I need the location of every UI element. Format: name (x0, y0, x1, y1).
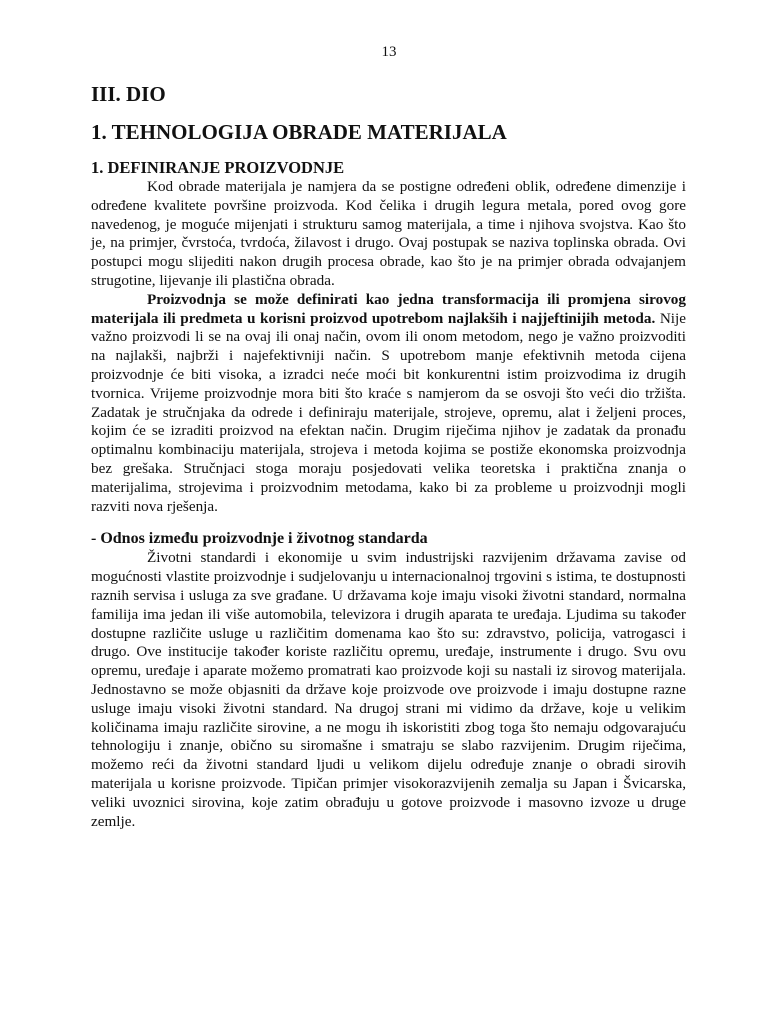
section-title: 1. DEFINIRANJE PROIZVODNJE (91, 158, 345, 177)
paragraph-2-body: Nije važno proizvodi li se na ovaj ili onaj način, ovom ili onom metodom, nego je važno proizvoditi na najlakši, najbrži i najefektivniji način. S upotrebom manje efektivnih metoda cijena proizvodnje će biti visoka, a izradci neće moći bit konkurentni istim proizvodima iz drugih tvornica. Vrijeme proizvodnje mora biti što kraće s namjerom da se osvoji što veći dio tržišta. Zadatak je stručnjaka da odrede i definiraju materijale, strojeve, opremu, alat i željeni proces, kojim će se izraditi proizvod na efektan način. Drugim riječima njihov je zadatak da pronađu optimalnu kombinaciju materijala, strojeva i metoda kojima se postiže ekonomska proizvodnja bez grešaka. Stručnjaci stoga moraju posjedovati velika teoretska i praktična znanja o materijalima, strojevima i proizvodnim metodama, kako bi za probleme u proizvodnji mogli razviti nova rješenja. (91, 309, 686, 515)
paragraph-1: Kod obrade materijala je namjera da se postigne određeni oblik, određene dimenzije i određene kvalitete površine proizvoda. Kod čelika i drugih legura metala, pored ovog gore navedenog, je moguće mijenjati i strukturu samog materijala, a time i njihova svojstva. Kao što je, na primjer, čvrstoća, tvrdoća, žilavost i drugo. Ovaj postupak se naziva toplinska obrada. Ovi postupci mogu slijediti nakon drugih procesa obrade, kao što je na primjer obrada odvajanjem strugotine, lijevanje ili plastična obrada. (91, 178, 686, 289)
page-number: 13 (381, 44, 397, 60)
paragraph-2 (91, 291, 686, 517)
chapter-title: 1. TEHNOLOGIJA OBRADE MATERIJALA (91, 120, 507, 144)
subsection-title: - Odnos između proizvodnje i životnog standarda (91, 530, 428, 548)
page-content (91, 80, 686, 831)
paragraph-2-definition: Proizvodnja se može definirati kao jedna transformacija ili promjena sirovog materijala ili predmeta u korisni proizvod upotrebom najlakših i najjeftinijih metoda. (91, 290, 686, 327)
part-title: III. DIO (91, 82, 166, 106)
paragraph-3: Životni standardi i ekonomije u svim industrijski razvijenim državama zavise od mogućnosti vlastite proizvodnje i sudjelovanju u internacionalnoj trgovini s istima, te dostupnosti raznih servisa i usluga za sve građane. U državama koje imaju visoki životni standard, normalna familija ima jedan ili više automobila, televizora i drugih aparata te uređaja. Ljudima su također dostupne različite usluge u različitim domenama kao što su: zdravstvo, policija, vatrogasci i drugo. Ove institucije također koriste različitu opremu, uređaje, instrumente i drugo. Svu ovu opremu, uređaje i aparate možemo promatrati kao proizvode koji su nastali iz sirovog materijala. Jednostavno se može objasniti da države koje proizvode ove proizvode i imaju dostupne razne usluge imaju visoki životni standard. Na drugoj strani mi vidimo da države, koje u velikim količinama imaju različite sirovine, a ne mogu ih iskoristiti zbog toga što nemaju odgovarajuću tehnologiju i znanje, obično su siromašne i smatraju se slabo razvijenim. Drugim riječima, možemo reći da životni standard ljudi u velikom dijelu određuje znanje o obradi sirovih materijala u korisne proizvode. Tipičan primjer visokorazvijenih zemalja su Japan i Švicarska, veliki uvoznici sirovina, koje zatim obrađuju u gotove proizvode i masovno izvoze u druge zemlje. (91, 549, 686, 830)
